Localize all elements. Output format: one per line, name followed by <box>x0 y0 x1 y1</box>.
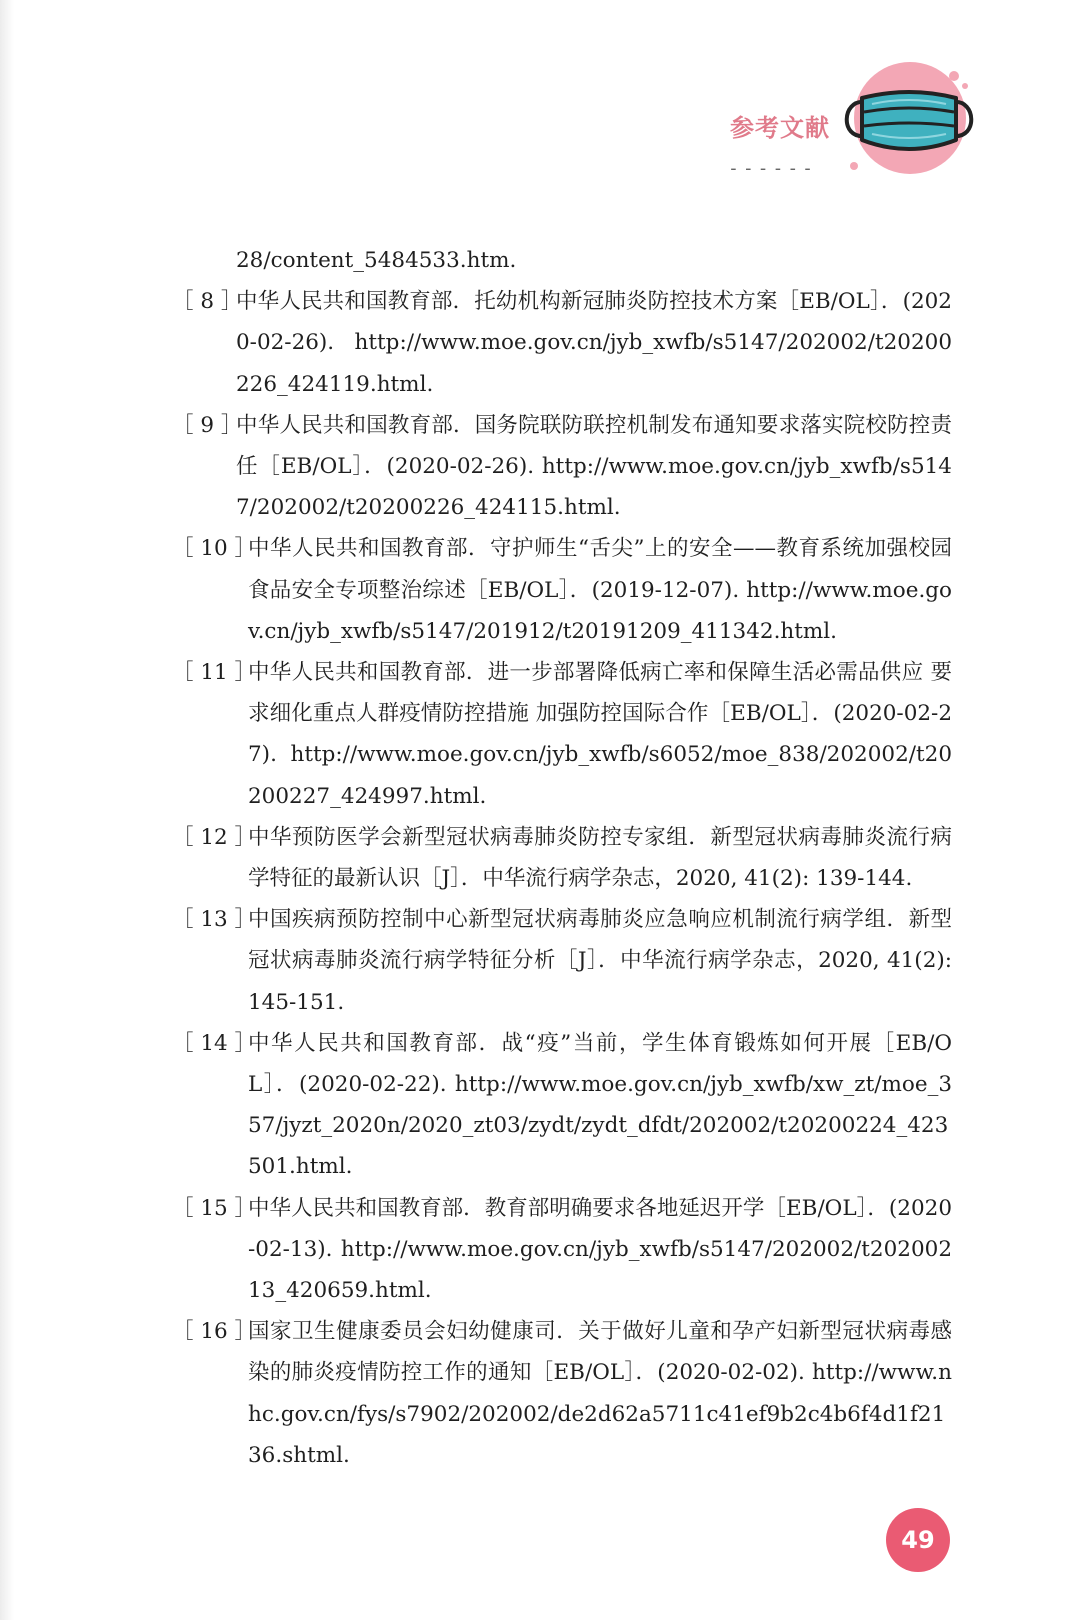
reference-item <box>172 1311 952 1476</box>
reference-item <box>172 281 952 405</box>
page-number-badge: 49 <box>886 1508 950 1572</box>
reference-number: ［ 15 ］ <box>172 1195 257 1221</box>
reference-item <box>172 405 952 529</box>
reference-item <box>172 1188 952 1312</box>
reference-item <box>172 899 952 1023</box>
reference-text: 中华人民共和国教育部．教育部明确要求各地延迟开学［EB/OL］．(2020-02-13). http://www.moe.gov.cn/jyb_xwfb/s5147/202002/t20200213_420659.html. <box>248 1195 952 1304</box>
reference-number: ［ 16 ］ <box>172 1319 257 1345</box>
reference-item <box>172 817 952 899</box>
reference-number: ［ 8 ］ <box>172 289 243 315</box>
reference-item <box>172 652 952 817</box>
reference-continuation: 28/content_5484533.htm. <box>236 248 517 273</box>
reference-number: ［ 10 ］ <box>172 536 257 562</box>
reference-number: ［ 14 ］ <box>172 1030 257 1056</box>
reference-number: ［ 12 ］ <box>172 824 257 850</box>
section-title: 参考文献 <box>730 113 830 142</box>
reference-item <box>172 528 952 652</box>
reference-number: ［ 13 ］ <box>172 907 257 933</box>
page-gutter-shadow <box>0 0 14 1620</box>
reference-text: 中华人民共和国教育部．托幼机构新冠肺炎防控技术方案［EB/OL］．(2020-02-26). http://www.moe.gov.cn/jyb_xwfb/s5147/202002/t20200226_424119.html. <box>236 289 952 397</box>
reference-text: 国家卫生健康委员会妇幼健康司．关于做好儿童和孕产妇新型冠状病毒感染的肺炎疫情防控工作的通知［EB/OL］．(2020-02-02). http://www.nhc.gov.cn/fys/s7902/202002/de2d62a5711c41ef9b2c4b6f4d1f2136.shtml. <box>248 1319 952 1468</box>
reference-item <box>172 1023 952 1188</box>
face-mask-icon <box>832 62 982 187</box>
reference-text: 中华人民共和国教育部．进一步部署降低病亡率和保障生活必需品供应 要求细化重点人群疫情防控措施 加强防控国际合作［EB/OL］．(2020-02-27). http://www.moe.gov.cn/jyb_xwfb/s6052/moe_838/202002/t20200227_424997.html. <box>248 660 952 809</box>
reference-text: 中国疾病预防控制中心新型冠状病毒肺炎应急响应机制流行病学组．新型冠状病毒肺炎流行病学特征分析［J］．中华流行病学杂志，2020, 41(2): 145-151. <box>248 907 952 1015</box>
reference-text: 中华人民共和国教育部．战“疫”当前，学生体育锻炼如何开展［EB/OL］．(2020-02-22). http://www.moe.gov.cn/jyb_xwfb/xw_zt/moe_357/jyzt_2020n/2020_zt03/zydt/zydt_dfdt/202002/t20200224_423501.html. <box>248 1030 952 1180</box>
reference-text: 中华预防医学会新型冠状病毒肺炎防控专家组．新型冠状病毒肺炎流行病学特征的最新认识［J］．中华流行病学杂志，2020, 41(2): 139-144. <box>248 824 952 892</box>
header-dash-line: ------ <box>728 158 818 179</box>
reference-number: ［ 9 ］ <box>172 412 243 438</box>
reference-text: 中华人民共和国教育部．国务院联防联控机制发布通知要求落实院校防控责任［EB/OL］．(2020-02-26). http://www.moe.gov.cn/jyb_xwfb/s5147/202002/t20200226_424115.html. <box>236 412 952 521</box>
reference-number: ［ 11 ］ <box>172 660 257 686</box>
reference-list <box>172 240 952 1476</box>
reference-text: 中华人民共和国教育部．守护师生“舌尖”上的安全——教育系统加强校园食品安全专项整治综述［EB/OL］．(2019-12-07). http://www.moe.gov.cn/jyb_xwfb/s5147/201912/t20191209_411342.html. <box>248 536 952 644</box>
